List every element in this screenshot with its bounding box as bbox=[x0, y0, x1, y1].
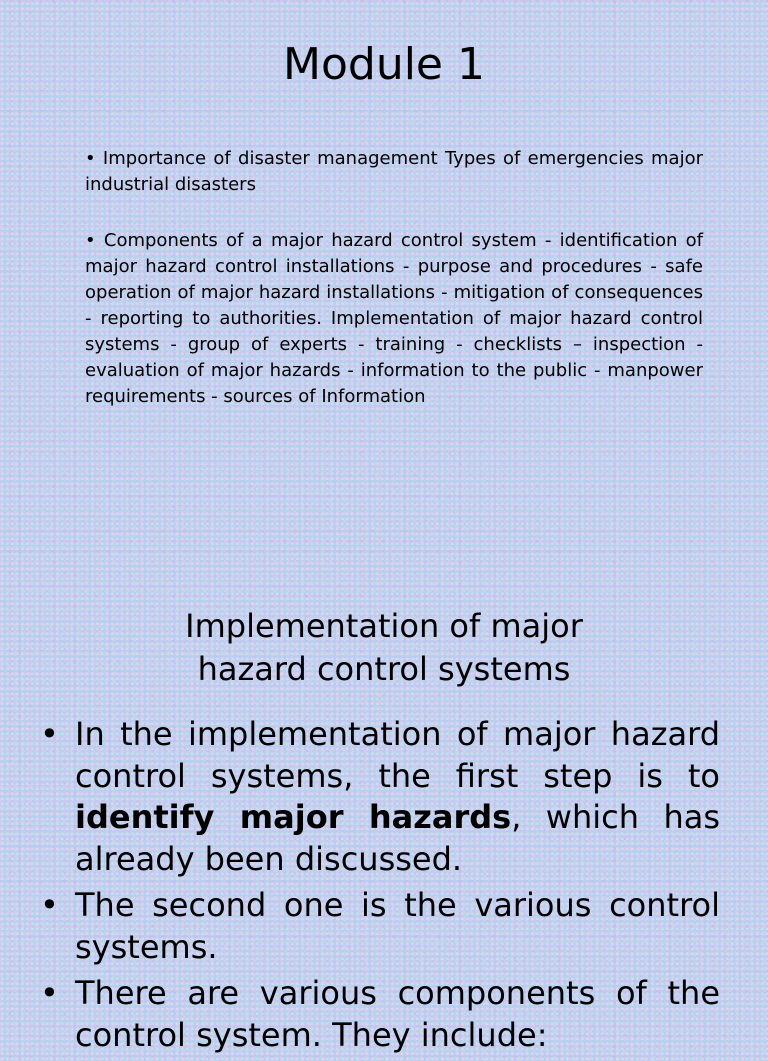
bullet-text-after: , which has already been discussed. bbox=[75, 798, 721, 878]
bullet-text-before: In the implementation of major hazard control systems, the first step is to bbox=[75, 715, 720, 795]
slide-module-1 bbox=[0, 0, 768, 512]
bullet-bold-phrase: identify major hazards bbox=[75, 798, 512, 836]
bullet-marker: • bbox=[40, 715, 59, 753]
bullet-identify-hazards bbox=[40, 714, 720, 880]
section-title bbox=[0, 605, 768, 691]
bullet-text: The second one is the various control systems. bbox=[75, 886, 720, 966]
bullet-components-of-control bbox=[40, 973, 720, 1056]
bullet-control-systems bbox=[40, 885, 720, 968]
section-title-line-1: Implementation of major bbox=[185, 607, 583, 645]
implementation-bullet-list bbox=[40, 714, 720, 1061]
bullet-components: • Components of a major hazard control system - identification of major hazard control installations - purpose and procedures - safe operation of major hazard installations - mitigation of consequences - reporting to authorities. Implementation of major hazard control systems - group of experts - training - checklists – inspection - evaluation of major hazards - information to the public - manpower requirements - sources of Information bbox=[85, 230, 703, 407]
section-title-line-2: hazard control systems bbox=[197, 650, 571, 688]
bullet-marker: • bbox=[40, 974, 59, 1012]
bullet-text: There are various components of the control system. They include: bbox=[75, 974, 720, 1054]
bullet-importance: • Importance of disaster management Types of emergencies major industrial disasters bbox=[85, 148, 703, 195]
module-bullet-list bbox=[85, 146, 703, 440]
slide-title: Module 1 bbox=[283, 39, 485, 90]
bullet-marker: • bbox=[40, 886, 59, 924]
